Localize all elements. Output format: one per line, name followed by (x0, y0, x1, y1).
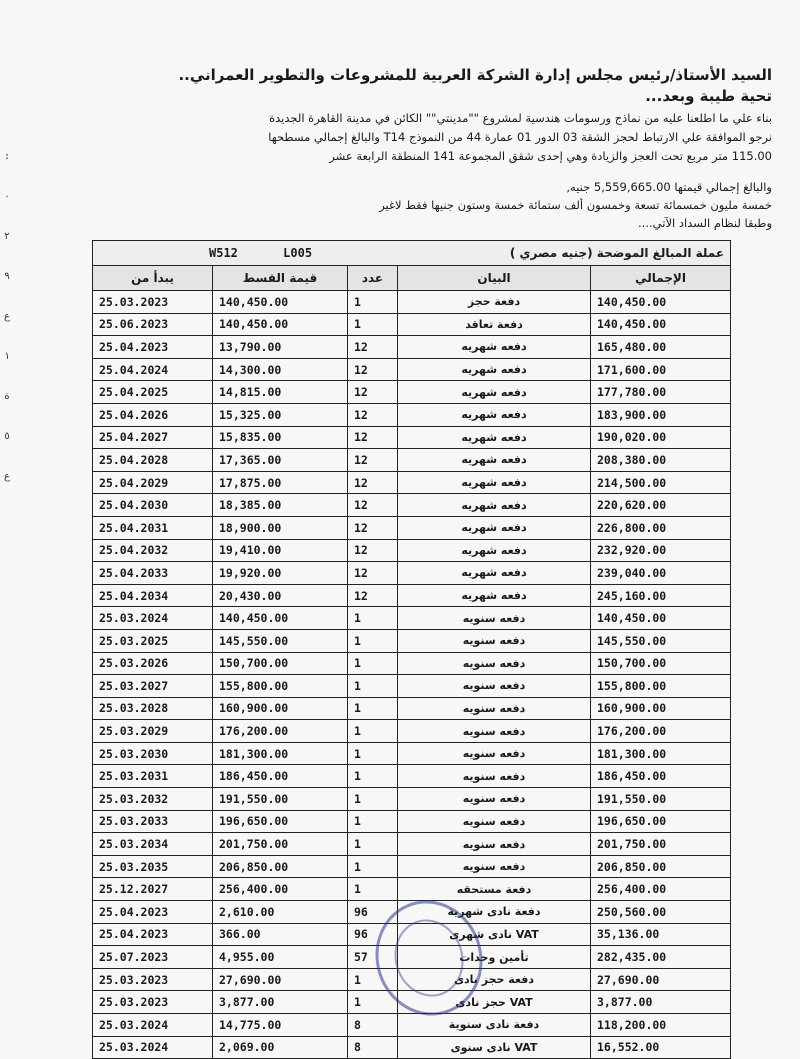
cell-total: 176,200.00 (591, 720, 731, 743)
currency-label: عملة المبالغ الموضحة (جنيه مصري ) (509, 246, 725, 260)
cell-start-date: 25.03.2030 (93, 742, 213, 765)
cell-count: 12 (348, 358, 398, 381)
margin-mark: ع (4, 311, 11, 322)
cell-description: دفعه شهريه (398, 471, 591, 494)
cell-installment: 17,365.00 (213, 449, 348, 472)
cell-description: دفعه شهريه (398, 539, 591, 562)
cell-description: دفعه شهريه (398, 494, 591, 517)
schedule-body (93, 291, 731, 1059)
cell-description: دفعه شهريه (398, 449, 591, 472)
margin-mark: ة (4, 391, 11, 402)
cell-installment: 20,430.00 (213, 584, 348, 607)
cell-total: 208,380.00 (591, 449, 731, 472)
cell-start-date: 25.04.2031 (93, 516, 213, 539)
cell-total: 183,900.00 (591, 403, 731, 426)
cell-total: 206,850.00 (591, 855, 731, 878)
cell-installment: 140,450.00 (213, 291, 348, 314)
table-row (93, 855, 731, 878)
cell-start-date: 25.04.2030 (93, 494, 213, 517)
cell-start-date: 25.03.2024 (93, 607, 213, 630)
salutation: السيد الأستاذ/رئيس مجلس إدارة الشركة العربية للمشروعات والتطوير العمراني.. (178, 66, 772, 84)
cell-start-date: 25.04.2025 (93, 381, 213, 404)
cell-count: 1 (348, 720, 398, 743)
table-row (93, 336, 731, 359)
cell-description: دفعه سنويه (398, 697, 591, 720)
body-line-3: 115.00 متر مربع تحت العجز والزيادة وهي إحدى شقق المجموعة 141 المنطقة الرابعة عشر (329, 149, 772, 163)
cell-total: 214,500.00 (591, 471, 731, 494)
cell-total: 226,800.00 (591, 516, 731, 539)
cell-start-date: 25.03.2023 (93, 991, 213, 1014)
cell-count: 1 (348, 810, 398, 833)
cell-total: 16,552.00 (591, 1036, 731, 1059)
cell-start-date: 25.04.2023 (93, 901, 213, 924)
table-row (93, 516, 731, 539)
table-row (93, 403, 731, 426)
cell-installment: 27,690.00 (213, 968, 348, 991)
cell-total: 150,700.00 (591, 652, 731, 675)
cell-description: دفعه سنويه (398, 742, 591, 765)
margin-mark: ٩ (4, 271, 11, 282)
cell-start-date: 25.03.2029 (93, 720, 213, 743)
cell-total: 27,690.00 (591, 968, 731, 991)
column-header-row (93, 266, 731, 291)
currency-cell (93, 241, 731, 266)
cell-total: 201,750.00 (591, 833, 731, 856)
cell-total: 220,620.00 (591, 494, 731, 517)
table-row (93, 833, 731, 856)
cell-start-date: 25.12.2027 (93, 878, 213, 901)
cell-count: 57 (348, 946, 398, 969)
cell-total: 196,650.00 (591, 810, 731, 833)
cell-start-date: 25.03.2027 (93, 675, 213, 698)
cell-description: دفعه سنويه (398, 720, 591, 743)
cell-count: 12 (348, 336, 398, 359)
cell-installment: 155,800.00 (213, 675, 348, 698)
cell-installment: 366.00 (213, 923, 348, 946)
payment-intro: وطبقا لنظام السداد الآتي.... (638, 216, 772, 230)
cell-total: 177,780.00 (591, 381, 731, 404)
cell-total: 232,920.00 (591, 539, 731, 562)
table-row (93, 652, 731, 675)
total-amount-line: والبالغ إجمالي قيمتها 5,559,665.00 جنيه, (566, 180, 772, 194)
cell-description: دفعه سنويه (398, 652, 591, 675)
cell-installment: 14,300.00 (213, 358, 348, 381)
cell-installment: 18,385.00 (213, 494, 348, 517)
currency-row (93, 241, 731, 266)
cell-installment: 14,775.00 (213, 1014, 348, 1037)
cell-count: 1 (348, 878, 398, 901)
cell-description: دفعه شهريه (398, 426, 591, 449)
cell-installment: 140,450.00 (213, 313, 348, 336)
margin-mark: ع (4, 471, 11, 482)
cell-description: دفعه شهريه (398, 584, 591, 607)
table-row (93, 1036, 731, 1059)
table-row (93, 607, 731, 630)
cell-description: دفعه شهريه (398, 403, 591, 426)
table-row (93, 584, 731, 607)
cell-total: 171,600.00 (591, 358, 731, 381)
cell-count: 12 (348, 562, 398, 585)
cell-installment: 206,850.00 (213, 855, 348, 878)
greeting: تحية طيبة وبعد... (645, 87, 772, 105)
cell-start-date: 25.07.2023 (93, 946, 213, 969)
cell-count: 12 (348, 403, 398, 426)
cell-count: 12 (348, 426, 398, 449)
cell-total: 256,400.00 (591, 878, 731, 901)
cell-count: 12 (348, 516, 398, 539)
cell-start-date: 25.03.2028 (93, 697, 213, 720)
table-row (93, 742, 731, 765)
cell-total: 140,450.00 (591, 313, 731, 336)
cell-description: دفعه سنويه (398, 675, 591, 698)
cell-start-date: 25.04.2032 (93, 539, 213, 562)
cell-description: دفعه سنويه (398, 810, 591, 833)
cell-total: 118,200.00 (591, 1014, 731, 1037)
table-row (93, 291, 731, 314)
cell-installment: 15,835.00 (213, 426, 348, 449)
table-row (93, 720, 731, 743)
table-row (93, 810, 731, 833)
cell-installment: 186,450.00 (213, 765, 348, 788)
cell-installment: 4,955.00 (213, 946, 348, 969)
cell-count: 1 (348, 291, 398, 314)
table-row (93, 901, 731, 924)
cell-start-date: 25.04.2027 (93, 426, 213, 449)
table-row (93, 562, 731, 585)
body-line-1: بناء علي ما اطلعنا عليه من نماذج ورسومات هندسية لمشروع ""مدينتي"" الكائن في مدينة القاهرة الجديدة (269, 111, 772, 125)
table-row (93, 697, 731, 720)
cell-start-date: 25.04.2034 (93, 584, 213, 607)
cell-count: 1 (348, 675, 398, 698)
cell-start-date: 25.03.2023 (93, 291, 213, 314)
cell-installment: 2,069.00 (213, 1036, 348, 1059)
cell-description: دفعة مستحقه (398, 878, 591, 901)
cell-start-date: 25.03.2024 (93, 1036, 213, 1059)
cell-count: 1 (348, 833, 398, 856)
cell-description: دفعه شهريه (398, 336, 591, 359)
code-w: W512 (209, 246, 238, 260)
table-row (93, 991, 731, 1014)
cell-total: 190,020.00 (591, 426, 731, 449)
table-row (93, 878, 731, 901)
cell-description: دفعه سنويه (398, 607, 591, 630)
cell-count: 12 (348, 539, 398, 562)
unit-codes (99, 246, 350, 260)
cell-count: 1 (348, 313, 398, 336)
cell-start-date: 25.04.2023 (93, 923, 213, 946)
cell-description: دفعة نادى شهرية (398, 901, 591, 924)
cell-description: VAT نادى سنوى (398, 1036, 591, 1059)
cell-installment: 145,550.00 (213, 629, 348, 652)
body-line-2: نرجو الموافقة علي الارتباط لحجز الشقة 03 الدور 01 عمارة 44 من النموذج T14 والبالغ إجمالي مسطحها (268, 130, 772, 144)
cell-count: 1 (348, 697, 398, 720)
table-row (93, 381, 731, 404)
cell-start-date: 25.03.2025 (93, 629, 213, 652)
total-amount-words: خمسة مليون خمسمائة تسعة وخمسون ألف ستمائة خمسة وستون جنيها فقط لاغير (379, 198, 772, 212)
cell-start-date: 25.03.2032 (93, 788, 213, 811)
cell-start-date: 25.04.2033 (93, 562, 213, 585)
header-count: عدد (348, 266, 398, 291)
cell-start-date: 25.03.2031 (93, 765, 213, 788)
cell-installment: 176,200.00 (213, 720, 348, 743)
cell-count: 12 (348, 584, 398, 607)
cell-total: 140,450.00 (591, 291, 731, 314)
table-row (93, 788, 731, 811)
cell-installment: 150,700.00 (213, 652, 348, 675)
cell-start-date: 25.04.2028 (93, 449, 213, 472)
cell-count: 8 (348, 1014, 398, 1037)
margin-mark: ١ (4, 351, 11, 362)
cell-installment: 196,650.00 (213, 810, 348, 833)
code-l: L005 (283, 246, 313, 260)
cell-description: دفعه شهريه (398, 516, 591, 539)
cell-start-date: 25.04.2026 (93, 403, 213, 426)
cell-count: 1 (348, 991, 398, 1014)
margin-mark: : (4, 151, 11, 162)
letter-header (52, 66, 772, 234)
table-row (93, 539, 731, 562)
cell-count: 1 (348, 652, 398, 675)
cell-count: 1 (348, 788, 398, 811)
cell-description: دفعه سنويه (398, 833, 591, 856)
table-row (93, 471, 731, 494)
header-description: البيان (398, 266, 591, 291)
cell-installment: 18,900.00 (213, 516, 348, 539)
cell-description: دفعه شهريه (398, 358, 591, 381)
cell-count: 96 (348, 901, 398, 924)
header-start: يبدأ من (93, 266, 213, 291)
cell-start-date: 25.03.2034 (93, 833, 213, 856)
cell-description: تأمين وحدات (398, 946, 591, 969)
cell-count: 1 (348, 855, 398, 878)
payment-schedule-table (92, 240, 731, 1059)
cell-count: 12 (348, 381, 398, 404)
cell-total: 250,560.00 (591, 901, 731, 924)
table-row (93, 426, 731, 449)
table-row (93, 968, 731, 991)
cell-start-date: 25.04.2029 (93, 471, 213, 494)
cell-installment: 3,877.00 (213, 991, 348, 1014)
cell-total: 155,800.00 (591, 675, 731, 698)
cell-installment: 191,550.00 (213, 788, 348, 811)
cell-total: 145,550.00 (591, 629, 731, 652)
cell-start-date: 25.03.2024 (93, 1014, 213, 1037)
table-row (93, 765, 731, 788)
cell-description: دفعه سنويه (398, 629, 591, 652)
cell-description: دفعه سنويه (398, 765, 591, 788)
cell-installment: 160,900.00 (213, 697, 348, 720)
cell-description: دفعه شهريه (398, 381, 591, 404)
cell-installment: 19,920.00 (213, 562, 348, 585)
table-row (93, 494, 731, 517)
cell-total: 160,900.00 (591, 697, 731, 720)
cell-installment: 181,300.00 (213, 742, 348, 765)
cell-description: دفعة حجز نادى (398, 968, 591, 991)
cell-start-date: 25.03.2023 (93, 968, 213, 991)
cell-total: 35,136.00 (591, 923, 731, 946)
table-row (93, 946, 731, 969)
cell-total: 3,877.00 (591, 991, 731, 1014)
table-row (93, 313, 731, 336)
cell-installment: 13,790.00 (213, 336, 348, 359)
table-row (93, 449, 731, 472)
cell-description: دفعه سنويه (398, 855, 591, 878)
cell-total: 245,160.00 (591, 584, 731, 607)
margin-mark: ٥ (4, 431, 11, 442)
table-row (93, 1014, 731, 1037)
header-installment: قيمة القسط (213, 266, 348, 291)
cell-installment: 15,325.00 (213, 403, 348, 426)
cell-total: 165,480.00 (591, 336, 731, 359)
cell-start-date: 25.03.2026 (93, 652, 213, 675)
cell-description: VAT حجز نادى (398, 991, 591, 1014)
cell-description: دفعة حجز (398, 291, 591, 314)
table-row (93, 629, 731, 652)
cell-count: 1 (348, 607, 398, 630)
cell-installment: 14,815.00 (213, 381, 348, 404)
cell-count: 12 (348, 471, 398, 494)
margin-mark: ٢ (4, 231, 11, 242)
margin-mark: ٠ (4, 191, 11, 202)
cell-total: 239,040.00 (591, 562, 731, 585)
cell-installment: 19,410.00 (213, 539, 348, 562)
cell-description: دفعه سنويه (398, 788, 591, 811)
cell-total: 186,450.00 (591, 765, 731, 788)
table-row (93, 675, 731, 698)
cell-installment: 2,610.00 (213, 901, 348, 924)
cell-count: 12 (348, 494, 398, 517)
cell-description: VAT نادى شهرى (398, 923, 591, 946)
cell-start-date: 25.03.2033 (93, 810, 213, 833)
cell-count: 1 (348, 742, 398, 765)
cell-description: دفعة تعاقد (398, 313, 591, 336)
cell-description: دفعه شهريه (398, 562, 591, 585)
cell-start-date: 25.04.2024 (93, 358, 213, 381)
cell-installment: 201,750.00 (213, 833, 348, 856)
cell-installment: 17,875.00 (213, 471, 348, 494)
margin-marks (4, 150, 18, 510)
cell-count: 1 (348, 968, 398, 991)
header-total: الإجمالي (591, 266, 731, 291)
table-row (93, 358, 731, 381)
cell-installment: 140,450.00 (213, 607, 348, 630)
table-row (93, 923, 731, 946)
cell-count: 1 (348, 765, 398, 788)
cell-count: 96 (348, 923, 398, 946)
cell-description: دفعة نادى سنوية (398, 1014, 591, 1037)
cell-start-date: 25.03.2035 (93, 855, 213, 878)
cell-total: 140,450.00 (591, 607, 731, 630)
cell-total: 181,300.00 (591, 742, 731, 765)
cell-start-date: 25.06.2023 (93, 313, 213, 336)
cell-installment: 256,400.00 (213, 878, 348, 901)
cell-total: 191,550.00 (591, 788, 731, 811)
cell-start-date: 25.04.2023 (93, 336, 213, 359)
cell-count: 1 (348, 629, 398, 652)
cell-count: 8 (348, 1036, 398, 1059)
cell-total: 282,435.00 (591, 946, 731, 969)
cell-count: 12 (348, 449, 398, 472)
